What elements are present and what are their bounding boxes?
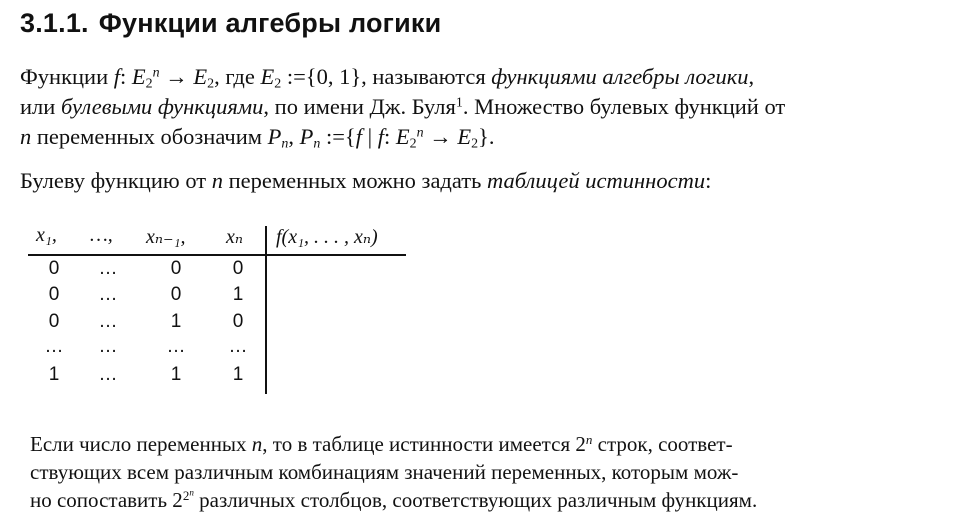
text: строк, соответ- — [592, 432, 733, 456]
table-column-divider — [265, 226, 267, 394]
text: , — [288, 124, 300, 149]
cell: 0 — [48, 258, 60, 279]
text: :={0, 1}, называются — [281, 64, 492, 89]
cell: 1 — [170, 311, 182, 332]
section-heading — [20, 8, 441, 39]
cell: 0 — [170, 284, 182, 305]
header-ellipsis: …, — [90, 224, 113, 246]
section-title: Функции алгебры логики — [98, 8, 442, 38]
text: Булеву функцию от — [20, 168, 212, 193]
header-xn: xₙ — [226, 226, 243, 248]
text: : — [120, 64, 132, 89]
math-n: n — [211, 168, 223, 193]
paragraph3-line-1 — [30, 430, 930, 458]
math-sup: n — [152, 65, 160, 81]
term-boolean-algebra-functions: функциями алгебры логики — [491, 64, 749, 89]
cell: 1 — [170, 364, 182, 385]
header-xn-minus-1: xₙ₋₁, — [146, 226, 186, 248]
text: , — [748, 64, 755, 89]
truth-table-intro — [20, 166, 940, 196]
definition-line-3 — [20, 122, 940, 152]
text: : — [705, 168, 712, 193]
math-sub: n — [313, 136, 321, 152]
math-f: f — [377, 124, 384, 149]
math-exponent: 2 — [182, 487, 190, 503]
header-function: f(x₁, . . . , xₙ) — [276, 226, 378, 248]
text: : — [383, 124, 396, 149]
math-E: E — [260, 64, 275, 89]
cell: … — [98, 336, 118, 357]
definition-line-2 — [20, 92, 940, 122]
cell: … — [166, 336, 186, 357]
math-sub: 2 — [145, 76, 153, 92]
math-sup — [183, 488, 194, 503]
math-sub: 2 — [207, 76, 215, 92]
term-boolean-functions: булевыми функциями — [60, 94, 264, 119]
text: }. — [478, 124, 495, 149]
text: . Множество булевых функций от — [462, 94, 786, 119]
section-number: 3.1.1. — [20, 8, 89, 38]
math-sub: 2 — [409, 136, 417, 152]
cell: 0 — [232, 311, 244, 332]
intro-line — [20, 166, 940, 196]
cell: … — [98, 311, 118, 332]
math-arrow: → — [423, 124, 458, 149]
cell: 0 — [232, 258, 244, 279]
table-header-rule — [28, 254, 406, 256]
math-arrow: → — [159, 64, 194, 89]
math-sup: n — [585, 431, 593, 447]
footnote-marker: 1 — [455, 95, 463, 111]
text: или — [20, 94, 61, 119]
math-P: P — [267, 124, 282, 149]
cell: 1 — [232, 364, 244, 385]
text: :={ — [320, 124, 356, 149]
row-count-paragraph — [30, 430, 930, 514]
cell: … — [44, 336, 64, 357]
text: переменных обозначим — [31, 124, 268, 149]
math-n: n — [251, 432, 263, 456]
math-E: E — [457, 124, 472, 149]
math-exponent-exponent: n — [189, 487, 194, 498]
cell: … — [98, 258, 118, 279]
cell: 0 — [48, 284, 60, 305]
text: , то в таблице истинности имеется 2 — [262, 432, 586, 456]
math-E: E — [395, 124, 410, 149]
cell: 0 — [48, 311, 60, 332]
cell: … — [98, 284, 118, 305]
cell: 1 — [48, 364, 60, 385]
math-E: E — [131, 64, 146, 89]
math-f: f — [355, 124, 362, 149]
text: переменных можно задать — [222, 168, 488, 193]
definition-line-1 — [20, 62, 940, 92]
math-P: P — [299, 124, 314, 149]
text: различных столбцов, соответствующих различным функциям. — [193, 488, 758, 512]
math-sub: 2 — [471, 136, 479, 152]
math-n: n — [20, 124, 32, 149]
text: но сопоставить 2 — [30, 488, 183, 512]
term-truth-table: таблицей истинности — [487, 168, 706, 193]
text: | — [361, 124, 378, 149]
math-sub: 2 — [274, 76, 282, 92]
math-f: f — [113, 64, 121, 89]
text: Если число переменных — [30, 432, 252, 456]
math-sub: n — [281, 136, 289, 152]
cell: … — [98, 364, 118, 385]
text: , по имени Дж. Буля — [263, 94, 456, 119]
cell: … — [228, 336, 248, 357]
paragraph3-line-2: ствующих всем различным комбинациям значений переменных, которым мож- — [30, 460, 739, 484]
definition-paragraph — [20, 62, 940, 152]
math-sup: n — [416, 125, 424, 141]
cell: 1 — [232, 284, 244, 305]
math-E: E — [193, 64, 208, 89]
cell: 0 — [170, 258, 182, 279]
text: , где — [214, 64, 261, 89]
text: Функции — [20, 64, 114, 89]
header-x1: x₁, — [36, 224, 57, 246]
paragraph3-line-3 — [30, 486, 930, 514]
